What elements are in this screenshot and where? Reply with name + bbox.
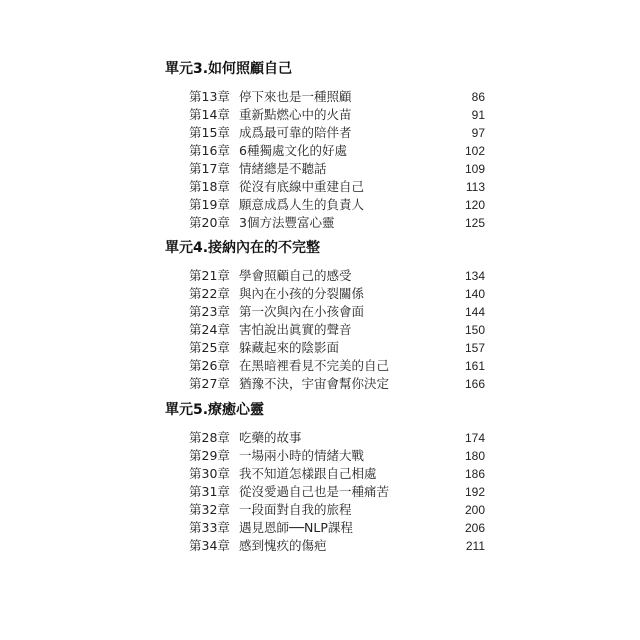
chapter-label: 第15章 xyxy=(189,125,230,140)
chapter-label: 第21章 xyxy=(189,268,230,283)
chapter-page: 120 xyxy=(464,198,485,212)
chapter-row xyxy=(189,178,485,196)
chapter-title: 與內在小孩的分裂關係 xyxy=(239,286,365,301)
chapter-label: 第19章 xyxy=(189,197,230,212)
chapter-page: 140 xyxy=(464,287,485,301)
chapter-row xyxy=(189,142,485,160)
chapter-label: 第18章 xyxy=(189,179,230,194)
chapter-page: 157 xyxy=(464,341,485,355)
chapter-title: 3個方法豐富心靈 xyxy=(239,215,335,230)
chapter-title: 從沒愛過自己也是一種痛苦 xyxy=(239,484,390,499)
chapter-page: 211 xyxy=(465,539,485,553)
chapter-row xyxy=(189,303,485,321)
chapter-label: 第16章 xyxy=(189,143,230,158)
chapter-row xyxy=(189,519,485,537)
chapter-row xyxy=(189,285,485,303)
chapter-title: 停下來也是一種照顧 xyxy=(239,89,352,104)
chapter-row xyxy=(189,357,485,375)
chapter-label: 第22章 xyxy=(189,286,230,301)
chapter-page: 166 xyxy=(464,377,485,391)
chapter-title: 情緒總是不聽話 xyxy=(239,161,327,176)
chapter-label: 第29章 xyxy=(189,448,230,463)
chapter-title: 成爲最可靠的陪伴者 xyxy=(239,125,352,140)
unit-section-5 xyxy=(165,401,495,555)
chapter-label: 第23章 xyxy=(189,304,230,319)
chapter-page: 134 xyxy=(464,269,485,283)
chapter-title: 第一次與內在小孩會面 xyxy=(239,304,365,319)
chapter-row xyxy=(189,447,485,465)
chapter-label: 第26章 xyxy=(189,358,230,373)
chapter-title: 一場兩小時的情緒大戰 xyxy=(239,448,365,463)
chapter-row xyxy=(189,88,485,106)
chapter-row xyxy=(189,465,485,483)
chapter-page: 91 xyxy=(471,108,485,122)
chapter-row xyxy=(189,160,485,178)
chapter-page: 186 xyxy=(464,467,485,481)
chapter-page: 125 xyxy=(464,216,485,230)
chapter-label: 第17章 xyxy=(189,161,230,176)
chapter-page: 161 xyxy=(464,359,485,373)
chapter-row xyxy=(189,106,485,124)
chapter-label: 第20章 xyxy=(189,215,230,230)
unit-section-3 xyxy=(165,60,495,232)
chapter-row xyxy=(189,537,485,555)
chapter-page: 109 xyxy=(464,162,485,176)
chapter-page: 200 xyxy=(464,503,485,517)
chapter-label: 第25章 xyxy=(189,340,230,355)
unit-title: 單元4.接納內在的不完整 xyxy=(165,240,321,256)
unit-section-4 xyxy=(165,239,495,393)
chapter-label: 第30章 xyxy=(189,466,230,481)
chapter-title: 我不知道怎樣跟自己相處 xyxy=(239,466,377,481)
chapter-title: 重新點燃心中的火苗 xyxy=(239,107,352,122)
chapter-row xyxy=(189,321,485,339)
chapter-title: 害怕說出眞實的聲音 xyxy=(239,322,352,337)
chapter-label: 第27章 xyxy=(189,376,230,391)
chapter-title: 感到愧疚的傷疤 xyxy=(239,538,327,553)
chapter-page: 192 xyxy=(464,485,485,499)
chapter-label: 第13章 xyxy=(189,89,230,104)
chapter-row xyxy=(189,267,485,285)
chapter-label: 第33章 xyxy=(189,520,230,535)
unit-title: 單元3.如何照顧自己 xyxy=(165,61,293,77)
chapter-row xyxy=(189,501,485,519)
chapter-row xyxy=(189,214,485,232)
chapter-page: 180 xyxy=(464,449,485,463)
chapter-title: 躲藏起來的陰影面 xyxy=(239,340,340,355)
chapter-title: 6種獨處文化的好處 xyxy=(239,143,347,158)
chapter-row xyxy=(189,339,485,357)
chapter-label: 第28章 xyxy=(189,430,230,445)
chapter-page: 174 xyxy=(464,431,485,445)
chapter-page: 86 xyxy=(471,90,485,104)
chapter-label: 第32章 xyxy=(189,502,230,517)
chapter-title: 吃藥的故事 xyxy=(239,430,302,445)
chapter-page: 150 xyxy=(464,323,485,337)
chapter-label: 第34章 xyxy=(189,538,230,553)
chapter-title: 遇見恩師──NLP課程 xyxy=(239,520,353,535)
chapter-page: 113 xyxy=(465,180,485,194)
chapter-page: 144 xyxy=(464,305,485,319)
chapter-row xyxy=(189,124,485,142)
chapter-list xyxy=(189,267,485,393)
chapter-title: 猶豫不決，宇宙會幫你決定 xyxy=(239,376,390,391)
unit-title: 單元5.療癒心靈 xyxy=(165,402,265,418)
chapter-row xyxy=(189,375,485,393)
chapter-row xyxy=(189,196,485,214)
chapter-label: 第24章 xyxy=(189,322,230,337)
chapter-title: 願意成爲人生的負責人 xyxy=(239,197,365,212)
chapter-page: 97 xyxy=(471,126,485,140)
chapter-row xyxy=(189,429,485,447)
chapter-title: 一段面對自我的旅程 xyxy=(239,502,352,517)
chapter-list xyxy=(189,88,485,232)
chapter-label: 第14章 xyxy=(189,107,230,122)
chapter-title: 學會照顧自己的感受 xyxy=(239,268,352,283)
chapter-title: 從沒有底線中重建自己 xyxy=(239,179,365,194)
chapter-label: 第31章 xyxy=(189,484,230,499)
chapter-list xyxy=(189,429,485,555)
chapter-page: 102 xyxy=(464,144,485,158)
chapter-page: 206 xyxy=(464,521,485,535)
chapter-title: 在黑暗裡看見不完美的自己 xyxy=(239,358,390,373)
chapter-row xyxy=(189,483,485,501)
